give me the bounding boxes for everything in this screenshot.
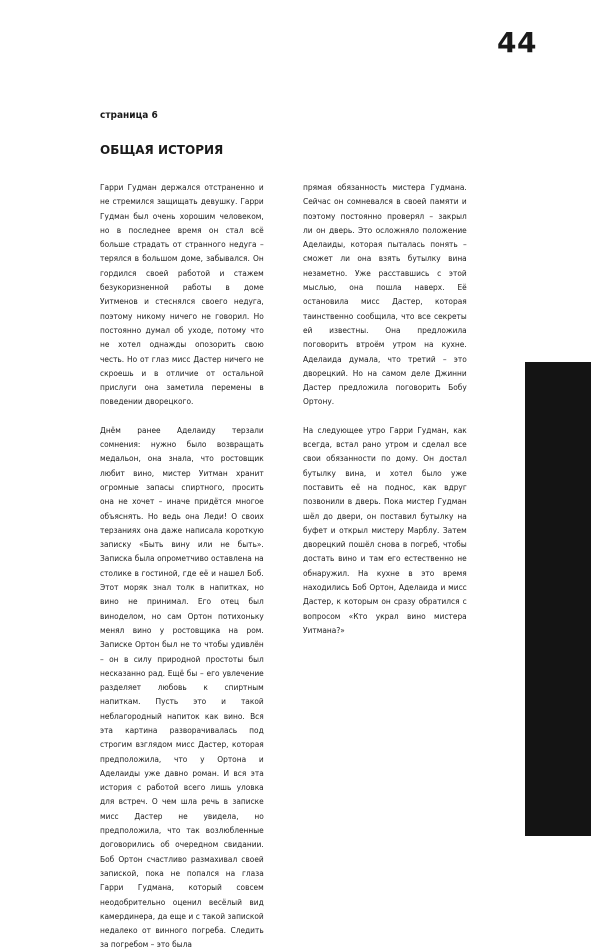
- paragraph: Гарри Гудман держался отстраненно и не стремился защищать девушку. Гарри Гудман был очень хорошим человеком, но в последнее время он стал всё больше страдать от странного недуга – терялся в большом доме, забывался. Он гордился своей работой и стажем безукоризненной работы в доме Уитменов и стеснялся своего недуга, поэтому никому ничего не говорил. Но постоянно думал об уходе, потому что не хотел однажды опозорить свою честь. Но от глаз мисс Дастер ничего не скроешь и в отличие от остальной прислуги она заметила перемены в поведении дворецкого.: [100, 182, 264, 407]
- page-number: 44: [497, 26, 537, 59]
- section-title: ОБЩАЯ ИСТОРИЯ: [100, 143, 224, 157]
- section-label: страница 6: [100, 110, 158, 121]
- right-column: [303, 180, 467, 637]
- decorative-black-bar: [525, 362, 591, 836]
- paragraph: прямая обязанность мистера Гудмана. Сейчас он сомневался в своей памяти и поэтому постоянно проверял – закрыл ли он дверь. Это осложняло положение Аделаиды, которая пыталась понять – сможет ли она взять бутылку вина незаметно. Уже расставшись с этой мыслью, она пошла наверх. Её остановила мисс Дастер, которая таинственно сообщила, что все секреты ей известны. Она предложила поговорить втроём утром на кухне. Аделаида думала, что третий – это дворецкий. Но на самом деле Джинни Дастер предложила поговорить Бобу Ортону.: [303, 182, 467, 407]
- paragraph: Днём ранее Аделаиду терзали сомнения: нужно было возвращать медальон, она знала, что ростовщик любит вино, мистер Уитман хранит огромные запасы спиртного, просить она не хочет – иначе придётся многое объяснять. Но ведь она Леди! О своих терзаниях она даже написала короткую записку «Быть вину или не быть». Записка была опрометчиво оставлена на столике в гостиной, где её и нашел Боб. Этот моряк знал толк в напитках, но вино не принимал. Его отец был виноделом, но сам Ортон потихоньку менял вино у ростовщика на ром. Записке Ортон был не то чтобы удивлён – он в силу природной простоты был несказанно рад. Ещё бы – его увлечение разделяет любовь к спиртным напиткам. Пусть это и такой неблагородный напиток как вино. Вся эта картина разворачивалась под строгим взглядом мисс Дастер, которая предположила, что у Ортона и Аделаиды уже давно роман. И вся эта история с работой всего лишь уловка для встреч. О чем шла речь в записке мисс Дастер не увидела, но предположила, что так возлюбленные договорились об очередном свидании. Боб Ортон счастливо размахивал своей запиской, пока не попался на глаза Гарри Гудмана, который совсем неодобрительно оценил весёлый вид камердинера, да еще и с такой запиской недалеко от винного погреба. Следить за погребом – это была: [100, 424, 264, 950]
- paragraph: На следующее утро Гарри Гудман, как всегда, встал рано утром и сделал все свои обязанности по дому. Он достал бутылку вина, и хотел было уже поставить её на поднос, как вдруг позвонили в дверь. Пока мистер Гудман шёл до двери, он поставил бутылку на буфет и открыл мистеру Марблу. Затем дворецкий пошёл снова в погреб, чтобы достать вино и там его естественно не обнаружил. На кухне в это время находились Боб Ортон, Аделаида и мисс Дастер, к которым он сразу обратился с вопросом «Кто украл вино мистера Уитмана?»: [303, 424, 467, 635]
